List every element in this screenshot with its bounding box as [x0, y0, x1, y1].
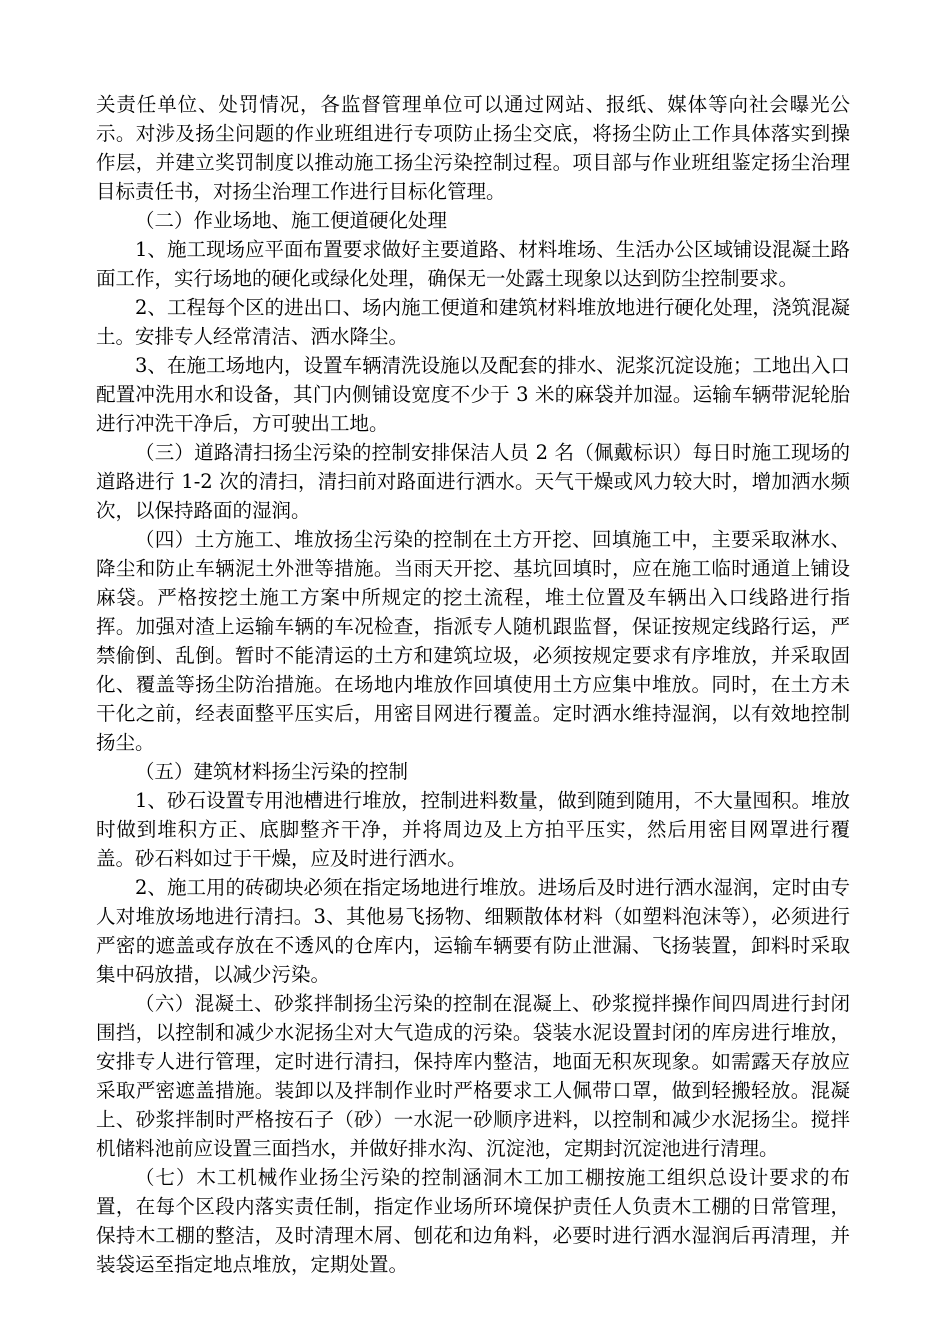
paragraph-item-1: 1、施工现场应平面布置要求做好主要道路、材料堆场、生活办公区域铺设混凝土路面工作，实行场地的硬化或绿化处理，确保无一处露土现象以达到防尘控制要求。 — [96, 238, 850, 290]
paragraph-item-3: 3、在施工场地内，设置车辆清洗设施以及配套的排水、泥浆沉淀设施；工地出入口配置冲洗用水和设备，其门内侧铺设宽度不少于 3 米的麻袋并加湿。运输车辆带泥轮胎进行冲洗干净后，方可驶出工地。 — [96, 354, 850, 435]
document-page — [96, 90, 850, 1279]
section-heading-5: （五）建筑材料扬尘污染的控制 — [135, 760, 409, 783]
paragraph-item-5-1: 1、砂石设置专用池槽进行堆放，控制进料数量，做到随到随用，不大量囤积。堆放时做到堆积方正、底脚整齐干净，并将周边及上方拍平压实，然后用密目网罩进行覆盖。砂石料如过于干燥，应及时进行洒水。 — [96, 789, 850, 870]
section-paragraph-4: （四）土方施工、堆放扬尘污染的控制在土方开挖、回填施工中，主要采取淋水、降尘和防止车辆泥土外泄等措施。当雨天开挖、基坑回填时，应在施工临时通道上铺设麻袋。严格按挖土施工方案中所规定的挖土流程，堆土位置及车辆出入口线路进行指挥。加强对渣上运输车辆的车况检查，指派专人随机跟监督，保证按规定线路行运，严禁偷倒、乱倒。暂时不能清运的土方和建筑垃圾，必须按规定要求有序堆放，并采取固化、覆盖等扬尘防治措施。在场地内堆放作回填使用土方应集中堆放。同时，在土方未干化之前，经表面整平压实后，用密目网进行覆盖。定时洒水维持湿润，以有效地控制扬尘。 — [96, 528, 850, 754]
section-paragraph-7: （七）木工机械作业扬尘污染的控制涵洞木工加工棚按施工组织总设计要求的布置，在每个区段内落实责任制，指定作业场所环境保护责任人负责木工棚的日常管理，保持木工棚的整洁，及时清理木屑、刨花和边角料，必要时进行洒水湿润后再清理，并装袋运至指定地点堆放，定期处置。 — [96, 1166, 850, 1276]
paragraph-continuation: 关责任单位、处罚情况，各监督管理单位可以通过网站、报纸、媒体等向社会曝光公示。对涉及扬尘问题的作业班组进行专项防止扬尘交底，将扬尘防止工作具体落实到操作层，并建立奖罚制度以推动施工扬尘污染控制过程。项目部与作业班组鉴定扬尘治理目标责任书，对扬尘治理工作进行目标化管理。 — [96, 93, 850, 203]
section-paragraph-6: （六）混凝土、砂浆拌制扬尘污染的控制在混凝上、砂浆搅拌操作间四周进行封闭围挡，以控制和减少水泥扬尘对大气造成的污染。袋装水泥设置封闭的库房进行堆放，安排专人进行管理，定时进行清扫，保持库内整洁，地面无积灰现象。如需露天存放应采取严密遮盖措施。装卸以及拌制作业时严格要求工人佩带口罩，做到轻搬轻放。混凝上、砂浆拌制时严格按石子（砂）一水泥一砂顺序进料，以控制和减少水泥扬尘。搅拌机储料池前应设置三面挡水，并做好排水沟、沉淀池，定期封沉淀池进行清理。 — [96, 992, 850, 1160]
paragraph-item-5-2: 2、施工用的砖砌块必须在指定场地进行堆放。进场后及时进行洒水湿润，定时由专人对堆放场地进行清扫。3、其他易飞扬物、细颗散体材料（如塑料泡沫等），必须进行严密的遮盖或存放在不透风的仓库内，运输车辆要有防止泄漏、飞扬装置，卸料时采取集中码放措，以减少污染。 — [96, 876, 850, 986]
section-heading-2: （二）作业场地、施工便道硬化处理 — [135, 209, 448, 232]
section-paragraph-3: （三）道路清扫扬尘污染的控制安排保洁人员 2 名（佩戴标识）每日时施工现场的道路进行 1-2 次的清扫，清扫前对路面进行洒水。天气干燥或风力较大时，增加洒水频次，以保持路面的湿润。 — [96, 441, 850, 522]
paragraph-item-2: 2、工程每个区的进出口、场内施工便道和建筑材料堆放地进行硬化处理，浇筑混凝土。安排专人经常清洁、洒水降尘。 — [96, 296, 850, 348]
